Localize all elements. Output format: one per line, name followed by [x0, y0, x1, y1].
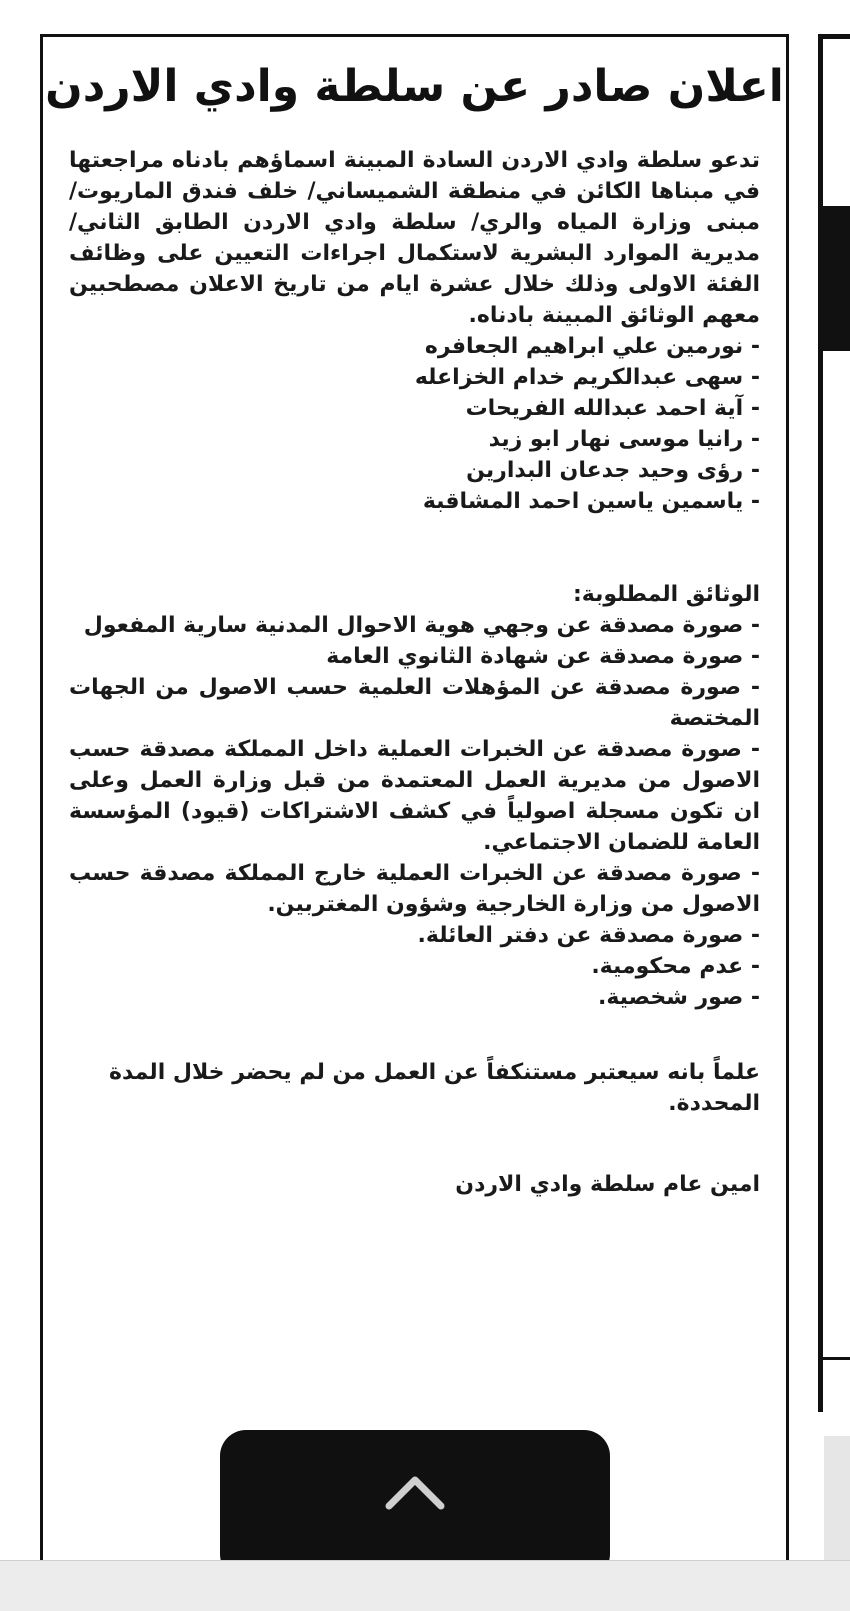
- name-item: - ياسمين ياسين احمد المشاقبة: [422, 489, 760, 514]
- announcement-intro: تدعو سلطة وادي الاردن السادة المبينة اسماؤهم بادناه مراجعتها في مبناها الكائن في منطقة الشميساني/ خلف فندق الماريوت/ مبنى وزارة المياه والري/ سلطة وادي الاردن الطابق الثاني/ مديرية الموارد البشرية لاستكمال اجراءات التعيين على وظائف الفئة الاولى وذلك خلال عشرة ايام من تاريخ الاعلان مصطحبين معهم الوثائق المبينة بادناه.: [69, 148, 760, 328]
- spacer: [69, 1119, 760, 1169]
- name-item: - آية احمد عبدالله الفريحات: [465, 396, 760, 421]
- closing-note: علماً بانه سيعتبر مستنكفاً عن العمل من لم يحضر خلال المدة المحددة.: [108, 1060, 760, 1116]
- documents-list: [69, 610, 760, 1013]
- documents-heading: الوثائق المطلوبة:: [572, 582, 760, 607]
- announcement-box: [40, 34, 789, 1611]
- document-item: - عدم محكومية.: [591, 954, 760, 979]
- document-item: - صورة مصدقة عن الخبرات العملية خارج المملكة مصدقة حسب الاصول من وزارة الخارجية وشؤون المغتربين.: [69, 861, 760, 917]
- document-item: - صور شخصية.: [597, 985, 760, 1010]
- names-list: [69, 331, 760, 517]
- document-item: - صورة مصدقة عن المؤهلات العلمية حسب الاصول من الجهات المختصة: [69, 675, 760, 731]
- announcement-body: [43, 123, 786, 1200]
- name-item: - رانيا موسى نهار ابو زيد: [488, 427, 760, 452]
- chevron-up-icon: [383, 1472, 447, 1512]
- document-item: - صورة مصدقة عن شهادة الثانوي العامة: [326, 644, 760, 669]
- adjacent-divider: [823, 1357, 850, 1360]
- document-item: - صورة مصدقة عن وجهي هوية الاحوال المدنية سارية المفعول: [83, 613, 760, 638]
- name-item: - رؤى وحيد جدعان البدارين: [466, 458, 760, 483]
- scroll-to-top-button[interactable]: [220, 1430, 610, 1580]
- signature: امين عام سلطة وادي الاردن: [455, 1172, 760, 1197]
- announcement-title: اعلان صادر عن سلطة وادي الاردن: [45, 61, 784, 112]
- adjacent-dark-block: [823, 206, 850, 351]
- adjacent-column: [818, 34, 850, 1412]
- browser-bottom-bar: [0, 1560, 850, 1611]
- document-item: - صورة مصدقة عن الخبرات العملية داخل المملكة مصدقة حسب الاصول من مديرية العمل المعتمدة من قبل وزارة العمل وعلى ان تكون مسجلة اصولياً في كشف الاشتراكات (قيود) المؤسسة العامة للضمان الاجتماعي.: [69, 737, 760, 855]
- spacer: [69, 1013, 760, 1057]
- document-item: - صورة مصدقة عن دفتر العائلة.: [417, 923, 760, 948]
- spacer: [69, 517, 760, 579]
- name-item: - نورمين علي ابراهيم الجعافره: [424, 334, 760, 359]
- name-item: - سهى عبدالكريم خدام الخزاعله: [414, 365, 760, 390]
